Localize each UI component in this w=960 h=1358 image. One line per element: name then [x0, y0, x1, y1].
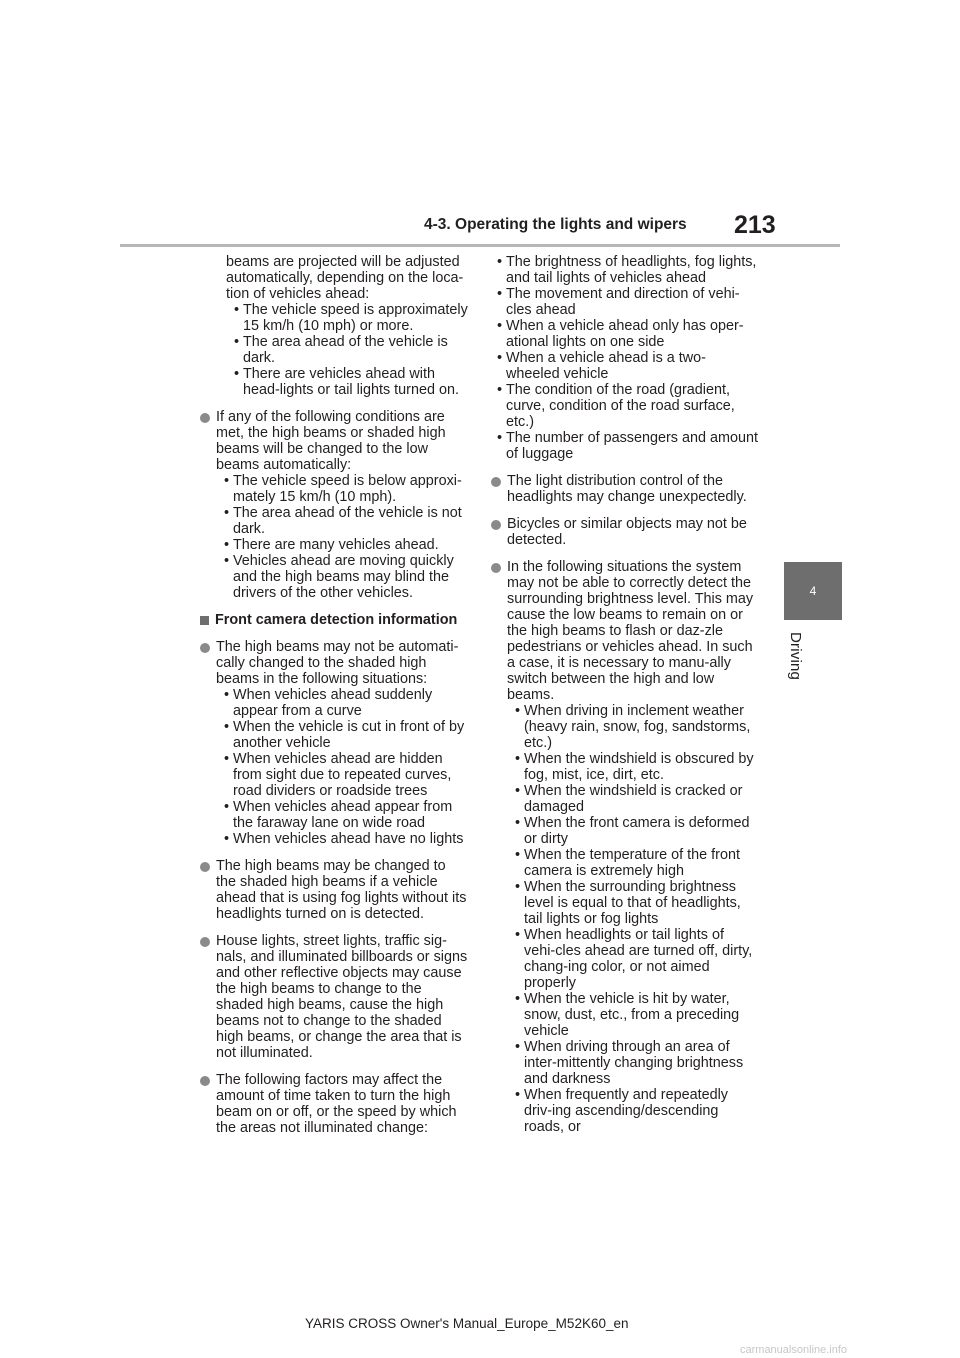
list-item: • When vehicles ahead have no lights	[216, 831, 468, 847]
chapter-label: Driving	[787, 632, 804, 681]
list-item-text: Vehicles ahead are moving quickly and the high beams may blind the drivers of the other vehicles.	[233, 553, 454, 601]
list-item: • There are many vehicles ahead.	[216, 537, 468, 553]
list-item: • When the surrounding brightness level is equal to that of headlights, tail lights or fog lights	[507, 879, 759, 927]
bullet-icon	[200, 937, 210, 947]
list-item-text: When driving in inclement weather (heavy rain, snow, fog, sandstorms, etc.)	[524, 703, 751, 751]
bullet-text: The high beams may be changed to the shaded high beams if a vehicle ahead that is using fog lights without its headlights turned on is detected.	[216, 858, 467, 922]
list-item: • Vehicles ahead are moving quickly and the high beams may blind the drivers of the other vehicles.	[216, 553, 468, 601]
list-item: • The vehicle speed is below approxi-mately 15 km/h (10 mph).	[216, 473, 468, 505]
list-item: • The number of passengers and amount of luggage	[497, 430, 758, 462]
list-item-text: When driving through an area of inter-mittently changing brightness and darkness	[524, 1039, 744, 1087]
bullet-paragraph	[198, 933, 468, 1061]
list-item-text: The brightness of headlights, fog lights, and tail lights of vehicles ahead	[506, 254, 757, 286]
bullet-paragraph	[489, 516, 759, 548]
list-item: • When the temperature of the front camera is extremely high	[507, 847, 759, 879]
list-item: • When the vehicle is cut in front of by another vehicle	[216, 719, 468, 751]
list-item: • The brightness of headlights, fog lights, and tail lights of vehicles ahead	[489, 254, 759, 286]
list-item-text: The vehicle speed is below approxi-mately 15 km/h (10 mph).	[233, 473, 462, 505]
list-item: • When vehicles ahead are hidden from sight due to repeated curves, road dividers or roadside trees	[216, 751, 468, 799]
list-item: • When driving in inclement weather (heavy rain, snow, fog, sandstorms, etc.)	[507, 703, 759, 751]
intro-line: tion of vehicles ahead:	[226, 286, 370, 302]
intro-paragraph	[198, 254, 468, 302]
list-item-text: The number of passengers and amount of luggage	[506, 430, 758, 462]
list-item: • When the windshield is cracked or damaged	[507, 783, 759, 815]
list-item-text: There are many vehicles ahead.	[233, 537, 439, 553]
bullet-paragraph	[489, 473, 759, 505]
bullet-text: The light distribution control of the headlights may change unexpectedly.	[507, 473, 747, 505]
factor-list	[489, 254, 759, 462]
list-item-text: When the surrounding brightness level is equal to that of headlights, tail lights or fog lights	[524, 879, 741, 927]
list-item: • When the windshield is obscured by fog, mist, ice, dirt, etc.	[507, 751, 759, 783]
bullet-icon	[491, 563, 501, 573]
list-item-text: When vehicles ahead suddenly appear from a curve	[233, 687, 433, 719]
list-item: • When driving through an area of inter-mittently changing brightness and darkness	[507, 1039, 759, 1087]
list-item: • The area ahead of the vehicle is dark.	[226, 334, 468, 366]
list-item: • The movement and direction of vehi-cles ahead	[489, 286, 759, 318]
list-item-text: When the windshield is cracked or damaged	[524, 783, 743, 815]
bullet-paragraph	[198, 858, 468, 922]
list-item-text: When vehicles ahead have no lights	[233, 831, 464, 847]
section-heading	[198, 612, 468, 628]
list-item: • When frequently and repeatedly driv-ing ascending/descending roads, or	[507, 1087, 759, 1135]
bullet-paragraph	[198, 409, 468, 601]
list-item: • There are vehicles ahead with head-lights or tail lights turned on.	[226, 366, 468, 398]
right-column	[489, 254, 759, 1135]
intro-line: automatically, depending on the loca-	[226, 270, 464, 286]
list-item-text: The area ahead of the vehicle is not dark.	[233, 505, 462, 537]
header-rule	[120, 244, 840, 247]
list-item-text: When a vehicle ahead is a two-wheeled vehicle	[506, 350, 706, 382]
list-item-text: There are vehicles ahead with head-lights or tail lights turned on.	[243, 366, 459, 398]
bullet-icon	[200, 413, 210, 423]
bullet-icon	[200, 643, 210, 653]
list-item-text: When the vehicle is cut in front of by another vehicle	[233, 719, 465, 751]
section-heading-text: Front camera detection information	[215, 612, 458, 628]
list-item-text: When the vehicle is hit by water, snow, dust, etc., from a preceding vehicle	[524, 991, 740, 1039]
list-item-text: The area ahead of the vehicle is dark.	[243, 334, 448, 366]
left-column	[198, 254, 468, 1136]
bullet-paragraph	[489, 559, 759, 1135]
list-item: • When vehicles ahead appear from the faraway lane on wide road	[216, 799, 468, 831]
list-item-text: When the front camera is deformed or dirty	[524, 815, 750, 847]
list-item: • When the front camera is deformed or dirty	[507, 815, 759, 847]
intro-list	[198, 302, 468, 398]
list-item-text: When vehicles ahead appear from the faraway lane on wide road	[233, 799, 453, 831]
list-item-text: The movement and direction of vehi-cles ahead	[506, 286, 740, 318]
bullet-icon	[200, 1076, 210, 1086]
section-title: 4-3. Operating the lights and wipers	[424, 216, 687, 233]
document-footer: YARIS CROSS Owner's Manual_Europe_M52K60_en	[305, 1316, 629, 1331]
list-item: • The area ahead of the vehicle is not dark.	[216, 505, 468, 537]
square-bullet-icon	[200, 616, 209, 625]
page-number: 213	[734, 211, 776, 239]
bullet-text: In the following situations the system may not be able to correctly detect the surrounding brightness level. This may cause the low beams to remain on or the high beams to flash or daz-zle pedestrians or vehicles ahead. In such a case, it is necessary to manu-ally switch between the high and low beams.	[507, 559, 754, 703]
list-item-text: When frequently and repeatedly driv-ing ascending/descending roads, or	[524, 1087, 728, 1135]
list-item: • When headlights or tail lights of vehi-cles ahead are turned off, dirty, chang-ing color, or not aimed properly	[507, 927, 759, 991]
list-item: • When vehicles ahead suddenly appear from a curve	[216, 687, 468, 719]
bullet-text: If any of the following conditions are met, the high beams or shaded high beams will be changed to the low beams automatically:	[216, 409, 446, 473]
list-item-text: The vehicle speed is approximately 15 km/h (10 mph) or more.	[243, 302, 468, 334]
intro-line: beams are projected will be adjusted	[226, 254, 460, 270]
list-item: • When a vehicle ahead only has oper-ational lights on one side	[489, 318, 759, 350]
list-item-text: When vehicles ahead are hidden from sight due to repeated curves, road dividers or roadside trees	[233, 751, 452, 799]
bullet-paragraph	[198, 1072, 468, 1136]
list-item-text: When a vehicle ahead only has oper-ational lights on one side	[506, 318, 744, 350]
list-item-text: When the windshield is obscured by fog, mist, ice, dirt, etc.	[524, 751, 754, 783]
list-item: • When a vehicle ahead is a two-wheeled vehicle	[489, 350, 759, 382]
list-item-text: When headlights or tail lights of vehi-cles ahead are turned off, dirty, chang-ing color, or not aimed properly	[524, 927, 753, 991]
bullet-text: The following factors may affect the amount of time taken to turn the high beam on or off, or the speed by which the areas not illuminated change:	[216, 1072, 457, 1136]
bullet-text: House lights, street lights, traffic sig-nals, and illuminated billboards or signs and other reflective objects may cause the high beams to change to the shaded high beams, cause the high beams not to change to the shaded high beams, or change the area that is not illuminated.	[216, 933, 468, 1061]
list-item: • The condition of the road (gradient, curve, condition of the road surface, etc.)	[489, 382, 759, 430]
bullet-text: Bicycles or similar objects may not be detected.	[507, 516, 747, 548]
chapter-tab	[784, 562, 842, 620]
bullet-icon	[491, 520, 501, 530]
list-item: • When the vehicle is hit by water, snow, dust, etc., from a preceding vehicle	[507, 991, 759, 1039]
bullet-text: The high beams may not be automati-cally changed to the shaded high beams in the following situations:	[216, 639, 459, 687]
list-item-text: When the temperature of the front camera is extremely high	[524, 847, 740, 879]
list-item: • The vehicle speed is approximately 15 km/h (10 mph) or more.	[234, 302, 468, 334]
bullet-icon	[200, 862, 210, 872]
bullet-icon	[491, 477, 501, 487]
chapter-number: 4	[809, 584, 817, 598]
bullet-paragraph	[198, 639, 468, 847]
watermark: carmanualsonline.info	[740, 1344, 848, 1356]
list-item-text: The condition of the road (gradient, curve, condition of the road surface, etc.)	[506, 382, 735, 430]
